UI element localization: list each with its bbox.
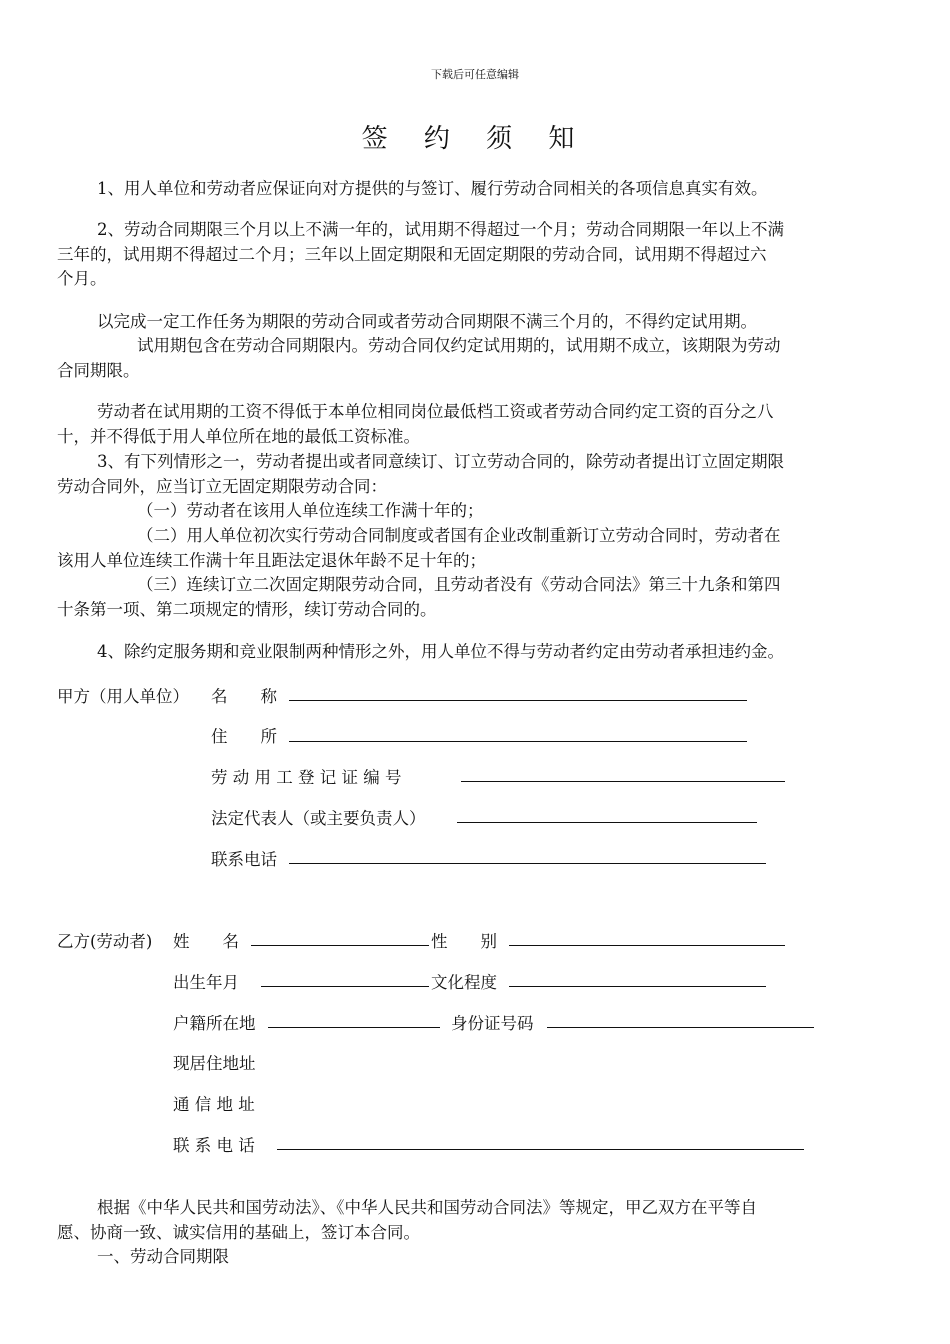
party-b-residence-label: 现居住地址	[173, 1054, 256, 1073]
party-a-address-field[interactable]	[289, 741, 747, 742]
legal-basis-line-2: 愿、协商一致、诚实信用的基础上，签订本合同。	[57, 1223, 420, 1242]
notice-item-2-line-3: 个月。	[57, 269, 107, 288]
party-a-representative-label: 法定代表人（或主要负责人）	[211, 809, 426, 828]
party-b-birth-field[interactable]	[261, 986, 429, 987]
legal-basis-line-1: 根据《中华人民共和国劳动法》、《中华人民共和国劳动合同法》等规定，甲乙双方在平等自	[97, 1198, 757, 1217]
party-b-phone-label: 联 系 电 话	[173, 1136, 255, 1155]
party-b-hukou-label: 户籍所在地	[173, 1014, 256, 1033]
party-a-phone-field[interactable]	[289, 863, 766, 864]
condition-3-line-2: 十条第一项、第二项规定的情形，续订劳动合同的。	[57, 600, 437, 619]
notice-paragraph-5-line-2: 十，并不得低于用人单位所在地的最低工资标准。	[57, 427, 420, 446]
header-note: 下载后可任意编辑	[431, 68, 519, 81]
party-b-prefix: 乙方(劳动者)	[57, 932, 153, 951]
notice-paragraph-3: 以完成一定工作任务为期限的劳动合同或者劳动合同期限不满三个月的，不得约定试用期。	[97, 312, 757, 331]
condition-2-line-2: 该用人单位连续工作满十年且距法定退休年龄不足十年的；	[57, 551, 486, 570]
party-a-registration-label: 劳 动 用 工 登 记 证 编 号	[211, 768, 402, 787]
party-b-education-field[interactable]	[509, 986, 766, 987]
party-a-prefix: 甲方（用人单位）	[57, 687, 189, 706]
party-b-phone-field[interactable]	[277, 1149, 804, 1150]
section-1-heading: 一、劳动合同期限	[97, 1247, 229, 1266]
party-b-name-label: 姓 名	[173, 932, 239, 951]
party-b-id-field[interactable]	[547, 1027, 814, 1028]
notice-item-1: 1、用人单位和劳动者应保证向对方提供的与签订、履行劳动合同相关的各项信息真实有效。	[97, 179, 768, 198]
party-a-representative-field[interactable]	[457, 822, 757, 823]
party-a-phone-label: 联系电话	[211, 850, 277, 869]
party-b-education-label: 文化程度	[431, 973, 497, 992]
notice-item-2-line-1: 2、劳动合同期限三个月以上不满一年的，试用期不得超过一个月；劳动合同期限一年以上不满	[97, 220, 784, 239]
party-b-hukou-field[interactable]	[268, 1027, 440, 1028]
party-a-address-label: 住 所	[211, 727, 277, 746]
party-b-mailing-label: 通 信 地 址	[173, 1095, 255, 1114]
party-b-name-field[interactable]	[251, 945, 429, 946]
party-b-gender-field[interactable]	[509, 945, 785, 946]
party-b-birth-label: 出生年月	[173, 973, 239, 992]
party-a-registration-field[interactable]	[461, 781, 785, 782]
document-title: 签 约 须 知	[361, 124, 589, 154]
party-a-name-label: 名 称	[211, 687, 277, 706]
condition-2-line-1: （二）用人单位初次实行劳动合同制度或者国有企业改制重新订立劳动合同时，劳动者在	[137, 526, 781, 545]
notice-item-3-line-2: 劳动合同外，应当订立无固定期限劳动合同：	[57, 477, 387, 496]
notice-paragraph-5-line-1: 劳动者在试用期的工资不得低于本单位相同岗位最低档工资或者劳动合同约定工资的百分之八	[97, 402, 774, 421]
notice-item-3-line-1: 3、有下列情形之一，劳动者提出或者同意续订、订立劳动合同的，除劳动者提出订立固定期限	[97, 452, 784, 471]
notice-paragraph-4-line-1: 试用期包含在劳动合同期限内。劳动合同仅约定试用期的，试用期不成立，该期限为劳动	[137, 336, 781, 355]
condition-3-line-1: （三）连续订立二次固定期限劳动合同，且劳动者没有《劳动合同法》第三十九条和第四	[137, 575, 781, 594]
condition-1: （一）劳动者在该用人单位连续工作满十年的；	[137, 501, 484, 520]
notice-paragraph-4-line-2: 合同期限。	[57, 361, 140, 380]
party-b-id-label: 身份证号码	[451, 1014, 534, 1033]
party-b-gender-label: 性 别	[431, 932, 497, 951]
notice-item-2-line-2: 三年的，试用期不得超过二个月；三年以上固定期限和无固定期限的劳动合同，试用期不得超过六	[57, 245, 767, 264]
notice-item-4: 4、除约定服务期和竞业限制两种情形之外，用人单位不得与劳动者约定由劳动者承担违约金。	[97, 642, 784, 661]
party-a-name-field[interactable]	[289, 700, 747, 701]
